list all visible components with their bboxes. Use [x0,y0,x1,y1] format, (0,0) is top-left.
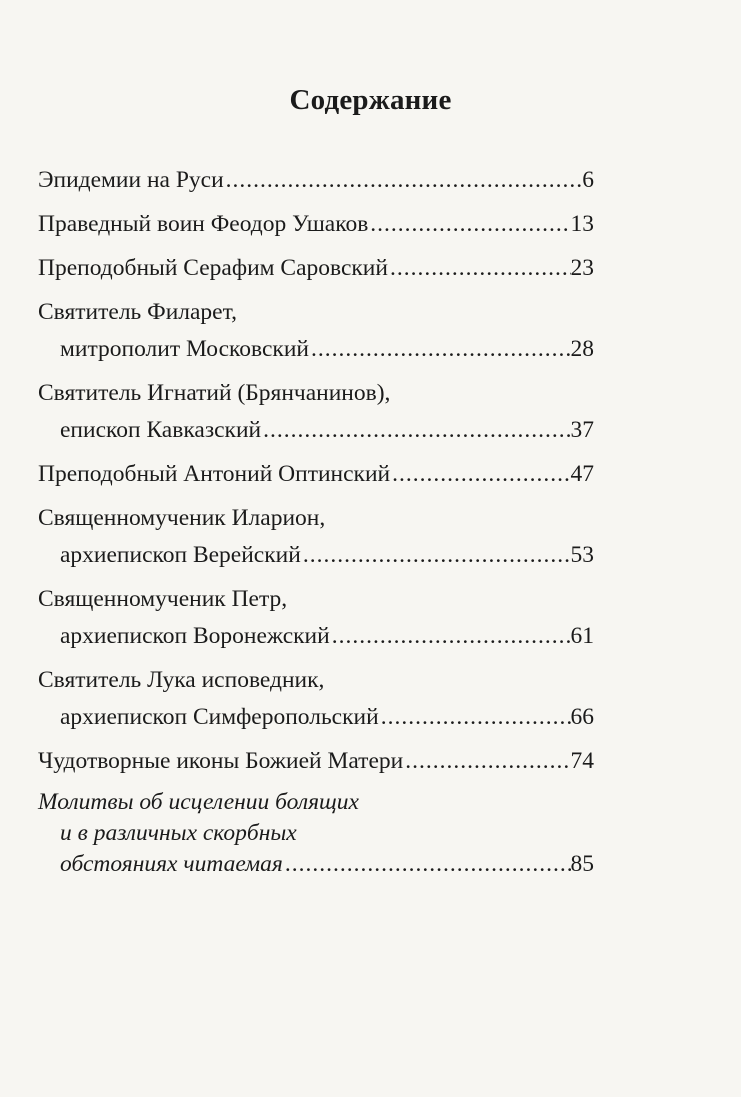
toc-page-number: 74 [570,748,594,774]
page-title: Содержание [289,84,452,116]
toc-entry-luke[interactable] [38,662,594,736]
toc-entry-title: Преподобный Антоний Оптинский [38,461,391,487]
toc-entry-icons[interactable] [38,743,594,780]
toc-entry-subtitle: архиепископ Симферопольский [60,704,379,730]
dot-leader [224,162,583,199]
toc-entry-filaret[interactable] [38,294,594,368]
toc-page-number: 85 [570,851,594,877]
dot-leader [368,206,570,243]
toc-entry-title: Преподобный Серафим Саровский [38,255,388,281]
toc-entry-ignatius[interactable] [38,375,594,449]
toc-entry-hilarion[interactable] [38,500,594,574]
dot-leader [388,250,571,287]
toc-entry-peter[interactable] [38,581,594,655]
toc-page-number: 13 [570,211,594,237]
toc-page-number: 6 [582,167,594,193]
toc-entry-seraphim[interactable] [38,250,594,287]
toc-entry-title: Священномученик Иларион, [38,505,326,531]
toc-entry-subtitle: и в различных скорбных [60,820,297,846]
toc-page-number: 61 [570,623,594,649]
toc-entry-epidemics[interactable] [38,162,594,199]
toc-page-number: 37 [570,417,594,443]
toc-entry-title: Святитель Лука исповедник, [38,667,325,693]
toc-entry-subtitle: епископ Кавказский [60,417,262,443]
dot-leader [283,849,571,880]
toc-entry-subtitle: обстояниях читаемая [60,851,283,877]
dot-leader [261,412,570,449]
toc-entry-title: Чудотворные иконы Божией Матери [38,748,404,774]
dot-leader [390,456,570,493]
dot-leader [330,618,571,655]
toc-entry-ushakov[interactable] [38,206,594,243]
toc-entry-anthony[interactable] [38,456,594,493]
toc-page-number: 28 [570,336,594,362]
dot-leader [301,537,571,574]
toc-entry-title: Праведный воин Феодор Ушаков [38,211,369,237]
toc-entry-prayers[interactable] [38,787,594,880]
dot-leader [403,743,570,780]
toc-entry-title: Святитель Филарет, [38,299,237,325]
dot-leader [379,699,571,736]
toc-page-number: 23 [570,255,594,281]
toc-page-number: 53 [570,542,594,568]
toc-entry-subtitle: митрополит Московский [60,336,309,362]
toc-entry-subtitle: архиепископ Воронежский [60,623,330,649]
toc-entry-title: Молитвы об исцелении болящих [38,789,359,815]
table-of-contents [38,162,594,887]
toc-entry-subtitle: архиепископ Верейский [60,542,301,568]
toc-entry-title: Священномученик Петр, [38,586,288,612]
toc-page-number: 66 [570,704,594,730]
dot-leader [309,331,571,368]
toc-entry-title: Святитель Игнатий (Брянчанинов), [38,380,391,406]
toc-entry-title: Эпидемии на Руси [38,167,224,193]
toc-page-number: 47 [570,461,594,487]
